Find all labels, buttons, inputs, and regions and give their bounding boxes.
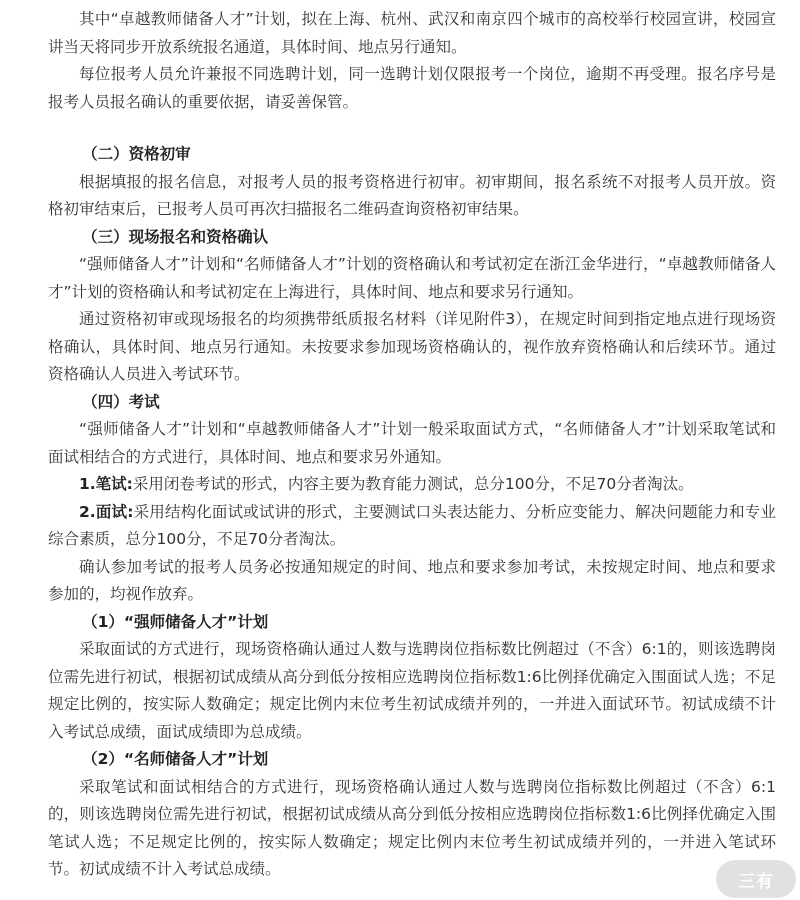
- paragraph-onsite-materials: 通过资格初审或现场报名的均须携带纸质报名材料（详见附件3），在规定时间到指定地点进行现场资格确认，具体时间、地点另行通知。未按要求参加现场资格确认的，视作放弃资格确认和后续环节。通过资格确认人员进入考试环节。: [48, 310, 776, 383]
- document-body: [48, 6, 776, 884]
- written-exam-lead: 1.笔试:: [79, 475, 133, 493]
- heading-famous-teacher-plan: （2）“名师储备人才”计划: [82, 750, 269, 768]
- paragraph-exam-method: “强师储备人才”计划和“卓越教师储备人才”计划一般采取面试方式，“名师储备人才”计划采取笔试和面试相结合的方式进行，具体时间、地点和要求另外通知。: [48, 420, 776, 466]
- paragraph-confirmation-location: “强师储备人才”计划和“名师储备人才”计划的资格确认和考试初定在浙江金华进行，“卓越教师储备人才”计划的资格确认和考试初定在上海进行，具体时间、地点和要求另行通知。: [48, 255, 776, 301]
- paragraph-qualification-review: 根据填报的报名信息，对报考人员的报考资格进行初审。初审期间，报名系统不对报考人员开放。资格初审结束后，已报考人员可再次扫描报名二维码查询资格初审结果。: [48, 172, 776, 218]
- watermark-text: 三有: [738, 871, 774, 892]
- paragraph-campus-talk: 其中“卓越教师储备人才”计划，拟在上海、杭州、武汉和南京四个城市的高校举行校园宣讲，校园宣讲当天将同步开放系统报名通道，具体时间、地点另行通知。: [48, 10, 776, 56]
- paragraph-written-exam: [48, 471, 776, 499]
- heading-strong-teacher-plan: （1）“强师储备人才”计划: [82, 612, 269, 631]
- heading-exam: （四）考试: [82, 392, 160, 411]
- interview-lead: 2.面试:: [79, 502, 134, 521]
- paragraph-exam-attendance: 确认参加考试的报考人员务必按通知规定的时间、地点和要求参加考试，未按规定时间、地点和要求参加的，均视作放弃。: [48, 557, 776, 603]
- heading-onsite-registration: （三）现场报名和资格确认: [82, 227, 269, 246]
- paragraph-famous-teacher-plan: 采取笔试和面试相结合的方式进行，现场资格确认通过人数与选聘岗位指标数比例超过（不含）6:1的，则该选聘岗位需先进行初试，根据初试成绩从高分到低分按相应选聘岗位指标数1:6比例择优确定入围笔试人选；不足规定比例的，按实际人数确定；规定比例内末位考生初试成绩并列的，一并进入笔试环节。初试成绩不计入考试总成绩。: [48, 777, 776, 878]
- paragraph-strong-teacher-plan: 采取面试的方式进行，现场资格确认通过人数与选聘岗位指标数比例超过（不含）6:1的，则该选聘岗位需先进行初试，根据初试成绩从高分到低分按相应选聘岗位指标数1:6比例择优确定入围面试人选；不足规定比例的，按实际人数确定；规定比例内末位考生初试成绩并列的，一并进入面试环节。初试成绩不计入考试总成绩，面试成绩即为总成绩。: [48, 640, 776, 741]
- interview-body: 采用结构化面试或试讲的形式，主要测试口头表达能力、分析应变能力、解决问题能力和专业综合素质，总分100分，不足70分者淘汰。: [48, 502, 776, 548]
- paragraph-multiple-application: 每位报考人员允许兼报不同选聘计划，同一选聘计划仅限报考一个岗位，逾期不再受理。报名序号是报考人员报名确认的重要依据，请妥善保管。: [48, 65, 776, 111]
- heading-qualification-review: （二）资格初审: [82, 145, 191, 163]
- written-exam-body: 采用闭卷考试的形式，内容主要为教育能力测试，总分100分，不足70分者淘汰。: [132, 475, 694, 493]
- section-gap: [48, 116, 776, 141]
- watermark-logo: [716, 860, 796, 898]
- paragraph-interview: [48, 499, 776, 554]
